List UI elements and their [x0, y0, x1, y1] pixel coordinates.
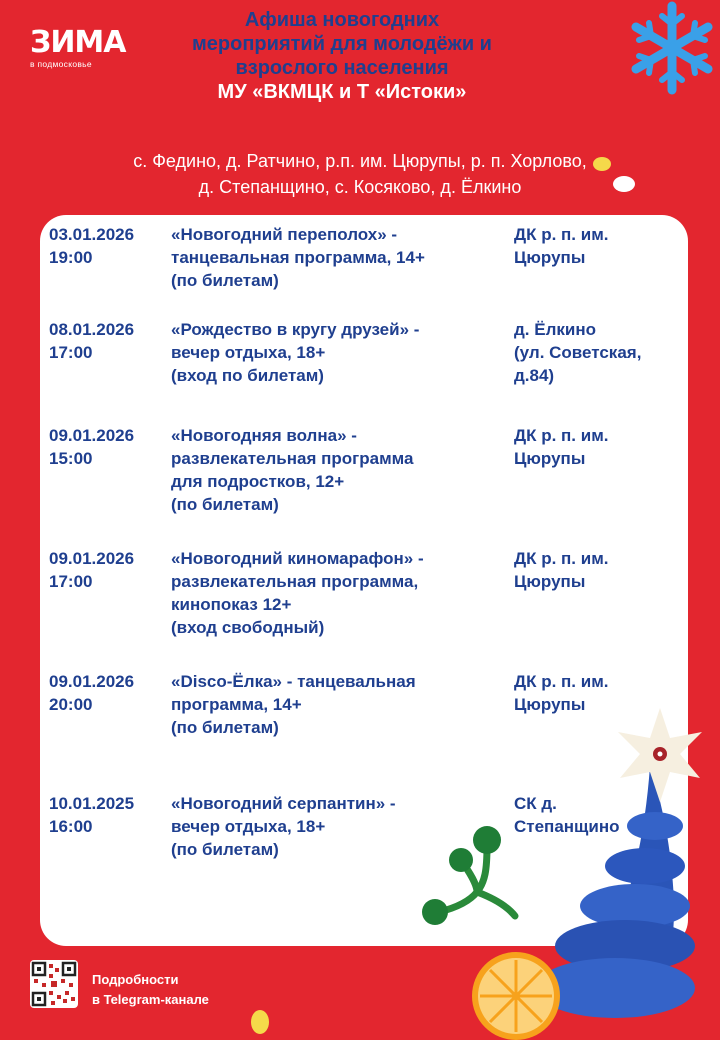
locations-line-1: с. Федино, д. Ратчино, р.п. им. Цюрупы, р. п. Хорлово, — [133, 151, 587, 171]
event-place-line: ДК р. п. им. — [514, 426, 609, 445]
event-place — [514, 223, 684, 269]
event-place-line: (ул. Советская, — [514, 343, 642, 362]
locations-line-2: д. Степанщино, с. Косяково, д. Ёлкино — [198, 177, 522, 197]
event-place-line: Цюрупы — [514, 248, 586, 267]
qr-code-icon[interactable] — [30, 960, 78, 1008]
zima-logo — [30, 25, 126, 69]
event-datetime — [49, 223, 164, 269]
event-time: 15:00 — [49, 449, 93, 468]
event-time: 20:00 — [49, 695, 93, 714]
event-desc-line: танцевальная программа, 14+ — [171, 248, 425, 267]
title-line-2: мероприятий для молодёжи и — [192, 33, 492, 55]
event-description — [171, 670, 511, 739]
event-place — [514, 318, 684, 387]
star-icon — [618, 708, 702, 802]
event-desc-line: для подростков, 12+ — [171, 472, 345, 491]
event-place-line: СК д. — [514, 794, 557, 813]
orange-slice-icon — [468, 950, 563, 1040]
event-place-line: д. Ёлкино — [514, 320, 597, 339]
event-date: 09.01.2026 — [49, 672, 135, 691]
telegram-line-1: Подробности — [92, 972, 179, 987]
event-desc-line: (по билетам) — [171, 495, 279, 514]
telegram-line-2: в Telegram-канале — [92, 992, 209, 1007]
event-desc-line: «Disco-Ёлка» - танцевальная — [171, 672, 416, 691]
title-organization: МУ «ВКМЦК и Т «Истоки» — [217, 81, 467, 103]
event-datetime — [49, 547, 164, 593]
event-place — [514, 547, 684, 593]
confetti-icon — [238, 1000, 278, 1040]
branch-icon — [415, 820, 530, 930]
event-place-line: Цюрупы — [514, 695, 586, 714]
event-datetime — [49, 792, 164, 838]
confetti-icon — [580, 150, 640, 195]
event-desc-line: программа, 14+ — [171, 695, 302, 714]
event-desc-line: вечер отдыха, 18+ — [171, 343, 326, 362]
event-desc-line: «Новогодний переполох» - — [171, 225, 398, 244]
event-date: 08.01.2026 — [49, 320, 135, 339]
event-place-line: ДК р. п. им. — [514, 549, 609, 568]
event-place — [514, 424, 684, 470]
event-time: 17:00 — [49, 572, 93, 591]
event-time: 16:00 — [49, 817, 93, 836]
event-desc-line: «Новогодний серпантин» - — [171, 794, 396, 813]
event-place-line: Цюрупы — [514, 449, 586, 468]
event-datetime — [49, 670, 164, 716]
event-datetime — [49, 318, 164, 364]
event-time: 17:00 — [49, 343, 93, 362]
event-description — [171, 223, 511, 292]
event-datetime — [49, 424, 164, 470]
title-line-3: взрослого населения — [235, 57, 449, 79]
event-place-line: Степанщино — [514, 817, 620, 836]
event-desc-line: «Новогодняя волна» - — [171, 426, 357, 445]
event-place-line: Цюрупы — [514, 572, 586, 591]
event-date: 10.01.2025 — [49, 794, 135, 813]
event-date: 09.01.2026 — [49, 549, 135, 568]
event-desc-line: (вход по билетам) — [171, 366, 324, 385]
event-desc-line: «Рождество в кругу друзей» - — [171, 320, 420, 339]
telegram-link[interactable] — [92, 970, 209, 1010]
event-desc-line: развлекательная программа — [171, 449, 414, 468]
event-place-line: ДК р. п. им. — [514, 672, 609, 691]
title-line-1: Афиша новогодних — [244, 9, 440, 31]
logo-title: ЗИМА — [30, 25, 126, 60]
event-place-line: д.84) — [514, 366, 555, 385]
event-desc-line: (по билетам) — [171, 271, 279, 290]
event-time: 19:00 — [49, 248, 93, 267]
event-desc-line: кинопоказ 12+ — [171, 595, 292, 614]
event-place-line: ДК р. п. им. — [514, 225, 609, 244]
event-desc-line: (по билетам) — [171, 840, 279, 859]
poster-title — [130, 8, 554, 104]
event-description — [171, 318, 511, 387]
logo-subtitle: в подмосковье — [30, 59, 92, 69]
event-date: 03.01.2026 — [49, 225, 135, 244]
event-description — [171, 424, 511, 516]
event-desc-line: развлекательная программа, — [171, 572, 419, 591]
event-desc-line: (вход свободный) — [171, 618, 325, 637]
event-date: 09.01.2026 — [49, 426, 135, 445]
snowflake-icon — [620, 0, 720, 110]
event-desc-line: «Новогодний киномарафон» - — [171, 549, 424, 568]
locations-list — [60, 148, 660, 200]
event-description — [171, 547, 511, 639]
event-desc-line: (по билетам) — [171, 718, 279, 737]
event-desc-line: вечер отдыха, 18+ — [171, 817, 326, 836]
